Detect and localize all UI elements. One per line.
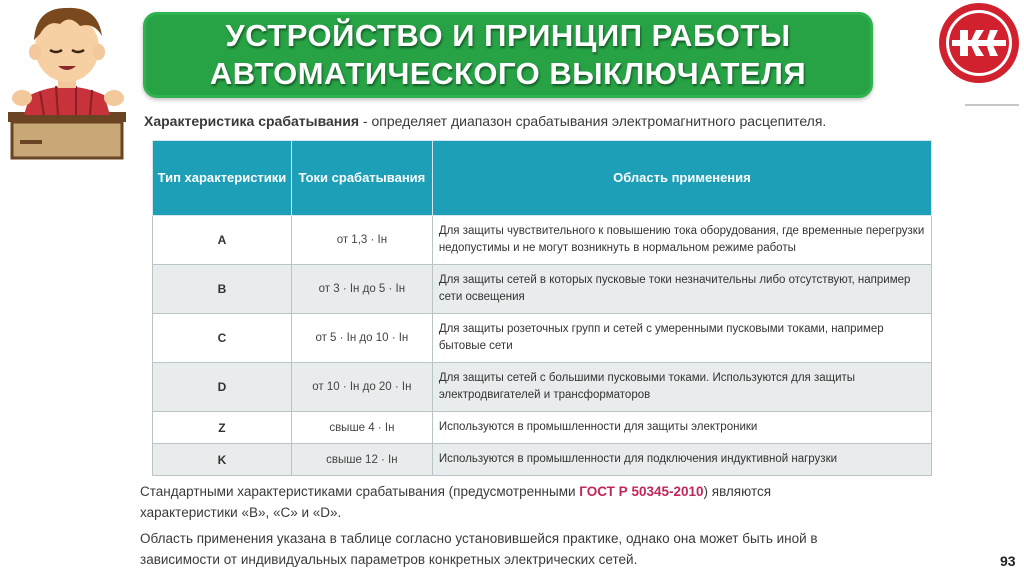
- subtitle-rest: - определяет диапазон срабатывания электромагнитного расцепителя.: [359, 113, 827, 129]
- table-row: [153, 363, 932, 412]
- cell-current: от 5 · Iн до 10 · Iн: [291, 314, 432, 363]
- table-row: [153, 216, 932, 265]
- cell-type: B: [153, 265, 292, 314]
- company-logo-icon: [936, 0, 1022, 86]
- note1-end: ) являются характеристики «B», «C» и «D».: [140, 484, 772, 520]
- page-number: 93: [1000, 553, 1016, 569]
- note-application-area: Область применения указана в таблице согласно установившейся практике, однако она может быть иной в зависимости от индивидуальных параметров конкретных электрических сетей.: [140, 531, 818, 567]
- cell-current: от 10 · Iн до 20 · Iн: [291, 363, 432, 412]
- table-row: [153, 444, 932, 476]
- subtitle-term: Характеристика срабатывания: [144, 113, 360, 129]
- cell-area: Используются в промышленности для защиты электроники: [432, 412, 931, 444]
- title-line-2: АВТОМАТИЧЕСКОГО ВЫКЛЮЧАТЕЛЯ: [209, 56, 807, 91]
- slide-title-banner: [143, 12, 873, 98]
- cell-area: Для защиты чувствительного к повышению тока оборудования, где временные перегрузки недопустимы и не могут возникнуть в нормальном режиме работы: [432, 216, 931, 265]
- cell-current: свыше 12 · Iн: [291, 444, 432, 476]
- cell-type: Z: [153, 412, 292, 444]
- logo-underline: [965, 104, 1019, 106]
- cell-type: A: [153, 216, 292, 265]
- table-header-row: [153, 141, 932, 216]
- header-area: Область применения: [432, 141, 931, 216]
- cell-area: Для защиты сетей с большими пусковыми токами. Используются для защиты электродвигателей и трансформаторов: [432, 363, 931, 412]
- cell-area: Используются в промышленности для подключения индуктивной нагрузки: [432, 444, 931, 476]
- table-row: [153, 412, 932, 444]
- table-row: [153, 265, 932, 314]
- cell-current: от 1,3 · Iн: [291, 216, 432, 265]
- cell-area: Для защиты розеточных групп и сетей с умеренными пусковыми токами, например бытовые сети: [432, 314, 931, 363]
- note1-start: Стандартными характеристиками срабатывания (предусмотренными: [140, 484, 580, 499]
- note-standard-characteristics: [140, 481, 840, 523]
- presenter-boy-icon: [0, 0, 140, 160]
- characteristics-table: [152, 140, 932, 476]
- cell-current: от 3 · Iн до 5 · Iн: [291, 265, 432, 314]
- gost-reference: ГОСТ Р 50345-2010: [579, 484, 704, 499]
- cell-area: Для защиты сетей в которых пусковые токи незначительны либо отсутствуют, например сети освещения: [432, 265, 931, 314]
- table-row: [153, 314, 932, 363]
- subtitle: [144, 113, 826, 129]
- title-line-1: УСТРОЙСТВО И ПРИНЦИП РАБОТЫ: [225, 18, 791, 53]
- cell-type: C: [153, 314, 292, 363]
- cell-current: свыше 4 · Iн: [291, 412, 432, 444]
- cell-type: K: [153, 444, 292, 476]
- header-type: Тип характеристики: [153, 141, 292, 216]
- cell-type: D: [153, 363, 292, 412]
- header-current: Токи срабатывания: [291, 141, 432, 216]
